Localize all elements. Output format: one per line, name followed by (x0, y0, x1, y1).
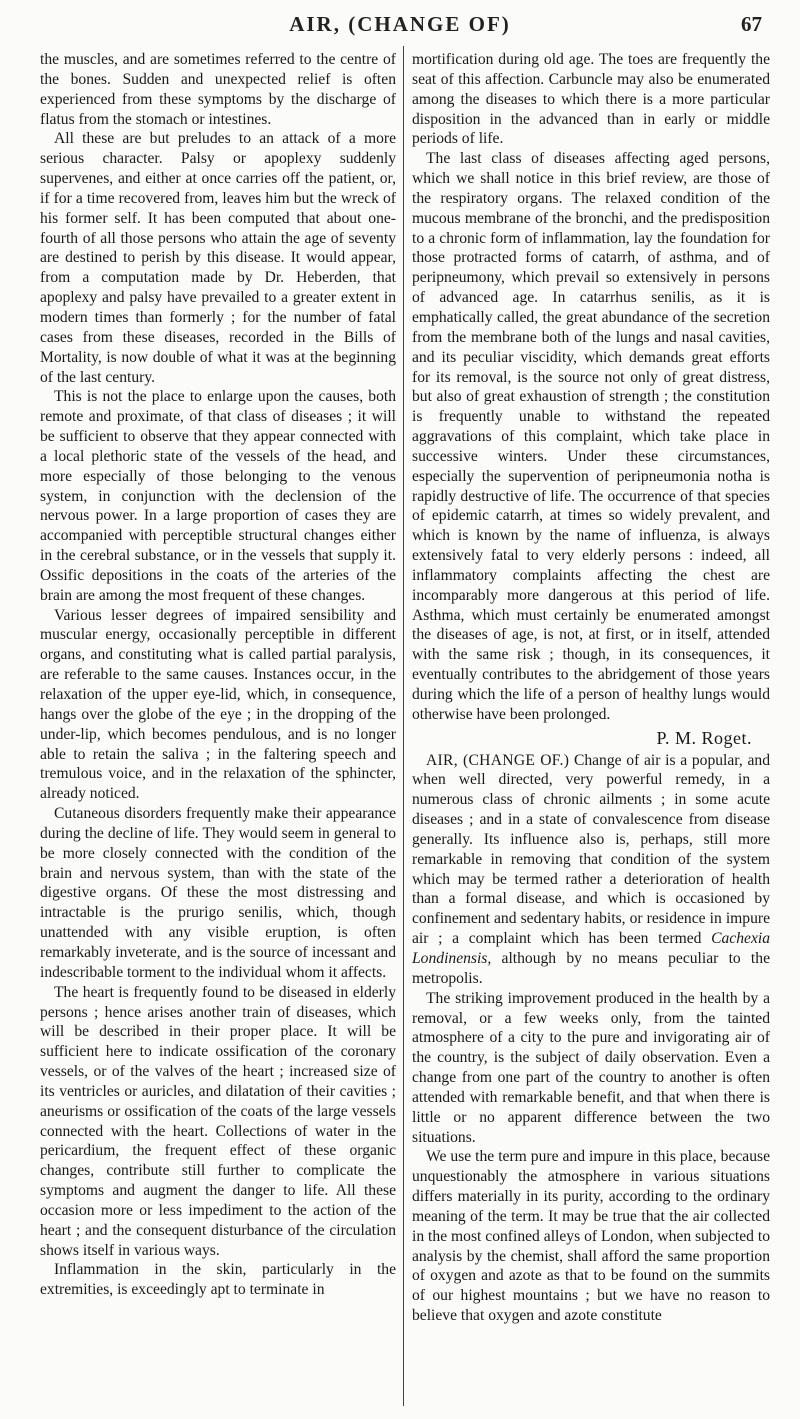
entry-heading: AIR, (CHANGE OF.) (426, 751, 570, 769)
paragraph: Cutaneous disorders frequently make their appearance during the decline of life. They would seem in general to be more closely connected with the condition of the brain and nervous system, than with the state of the digestive organs. Of these the most distressing and intractable is the prurigo senilis, which, though unattended with any visible eruption, is often remarkably inveterate, and is the source of incessant and indescribable torment to the individual whom it affects. (40, 805, 396, 981)
paragraph: Inflammation in the skin, particularly in the extremities, is exceedingly apt to terminate in (40, 1261, 396, 1299)
paragraph: mortification during old age. The toes are frequently the seat of this affection. Carbuncle may also be enumerated among the diseases to which there is a more particular disposition in the advanced than in early or middle periods of life. (412, 51, 770, 148)
running-title: AIR, (CHANGE OF) (289, 12, 511, 36)
entry-text-tail: although by no means peculiar to the metropolis. (412, 949, 770, 987)
entry-italic-term: Cachexia Londinensis, (412, 930, 770, 967)
paragraph: The last class of diseases affecting aged persons, which we shall notice in this brief review, are those of the respiratory organs. The relaxed condition of the mucous membrane of the bronchi, and the predisposition to a chronic form of inflammation, lay the foundation for those protracted forms of catarrh, of asthma, and of peripneumony, which prevail so extensively in persons of advanced age. In catarrhus senilis, as it is emphatically called, the great abundance of the secretion from the membrane both of the lungs and nasal cavities, and its peculiar viscidity, which demands great efforts for its removal, is the source not only of great distress, but also of great exhaustion of strength ; the constitution is frequently unable to withstand the repeated aggravations of this complaint, which take place in successive winters. Under these circumstances, especially the supervention of peripneumonia notha is rapidly destructive of life. The occurrence of that species of epidemic catarrh, at times so widely prevalent, and which is known by the name of influenza, is always extensively fatal to very elderly persons : indeed, all inflammatory complaints affecting the chest are incomparably more dangerous at this period of life. Asthma, which must certainly be enumerated amongst the diseases of age, is not, at first, or in itself, attended with the same risk ; though, in its consequences, it eventually contributes to the abridgement of those years during which the life of a person of healthy lungs would otherwise have been prolonged. (412, 150, 770, 723)
paragraph: All these are but preludes to an attack of a more serious character. Palsy or apoplexy suddenly supervenes, and either at once carries off the patient, or, if for a time recovered from, leaves him but the wreck of his former self. It has been computed that about one-fourth of all those persons who attain the age of seventy are destined to perish by this disease. It would appear, from a computation made by Dr. Heberden, that apoplexy and palsy have prevailed to a greater extent in modern times than formerly ; for the number of fatal cases from these diseases, recorded in the Bills of Mortality, is now double of what it was at the beginning of the last century. (40, 130, 396, 386)
paragraph: The heart is frequently found to be diseased in elderly persons ; hence arises another train of diseases, which will be described in their proper place. It will be sufficient here to indicate ossification of the coronary vessels, or of the valves of the heart ; increased size of its ventricles or auricles, and dilatation of their cavities ; aneurisms or ossification of the coats of the large vessels connected with the heart. Collections of water in the pericardium, the frequent effect of these organic changes, contribute still further to complicate the symptoms and augment the danger to life. All these occasion more or less impediment to the action of the heart ; and the consequent disturbance of the circulation shows itself in various ways. (40, 983, 396, 1259)
paragraph: the muscles, and are sometimes referred to the centre of the bones. Sudden and unexpected relief is often experienced from these symptoms by the discharge of flatus from the stomach or intestines. (40, 51, 396, 128)
right-column (412, 50, 770, 1326)
entry-text: Change of air is a popular, and when well directed, very powerful remedy, in a numerous class of chronic ailments ; in some acute diseases ; and in a state of convalescence from disease generally. Its influence also is, perhaps, still more remarkable in removing that condition of the system which may be termed rather a deterioration of health than a formal disease, and which is occasioned by confinement and sedentary habits, or residence in impure air ; a complaint which has been termed (412, 751, 770, 948)
paragraph: Various lesser degrees of impaired sensibility and muscular energy, occasionally perceptible in different organs, and constituting what is called partial paralysis, are referable to the same causes. Instances occur, in the relaxation of the upper eye-lid, which, in consequence, hangs over the globe of the eye ; in the dropping of the under-lip, which becomes pendulous, and is no longer able to retain the saliva ; in the faltering speech and tremulous voice, and in the relaxation of the sphincter, already noticed. (40, 606, 396, 803)
left-column (40, 50, 396, 1300)
author-signature: P. M. Roget. (656, 727, 752, 748)
page-number: 67 (741, 12, 762, 36)
entry-paragraph (412, 751, 770, 989)
running-head (0, 8, 800, 38)
paragraph: We use the term pure and impure in this place, because unquestionably the atmosphere in various situations differs materially in its purity, according to the ordinary meaning of the term. It may be true that the air collected in the most confined alleys of London, when subjected to analysis by the chemist, shall afford the same proportion of oxygen and azote as that to be found on the summits of our highest mountains ; but we have no reason to believe that oxygen and azote constitute (412, 1148, 770, 1325)
column-divider (403, 46, 404, 1406)
paragraph: The striking improvement produced in the health by a removal, or a few weeks only, from the tainted atmosphere of a city to the pure and invigorating air of the country, is the subject of daily observation. Even a change from one part of the country to another is often attended with remarkable benefit, and that when there is little or no apparent difference between the two situations. (412, 989, 770, 1146)
paragraph: This is not the place to enlarge upon the causes, both remote and proximate, of that class of diseases ; it will be sufficient to observe that they appear connected with a local plethoric state of the vessels of the head, and more especially of those belonging to the venous system, in conjunction with the declension of the nervous power. In a large proportion of cases they are accompanied with perceptible structural changes either in the cerebral substance, or in the vessels that supply it. Ossific depositions in the coats of the arteries of the brain are among the most frequent of these changes. (40, 388, 396, 604)
